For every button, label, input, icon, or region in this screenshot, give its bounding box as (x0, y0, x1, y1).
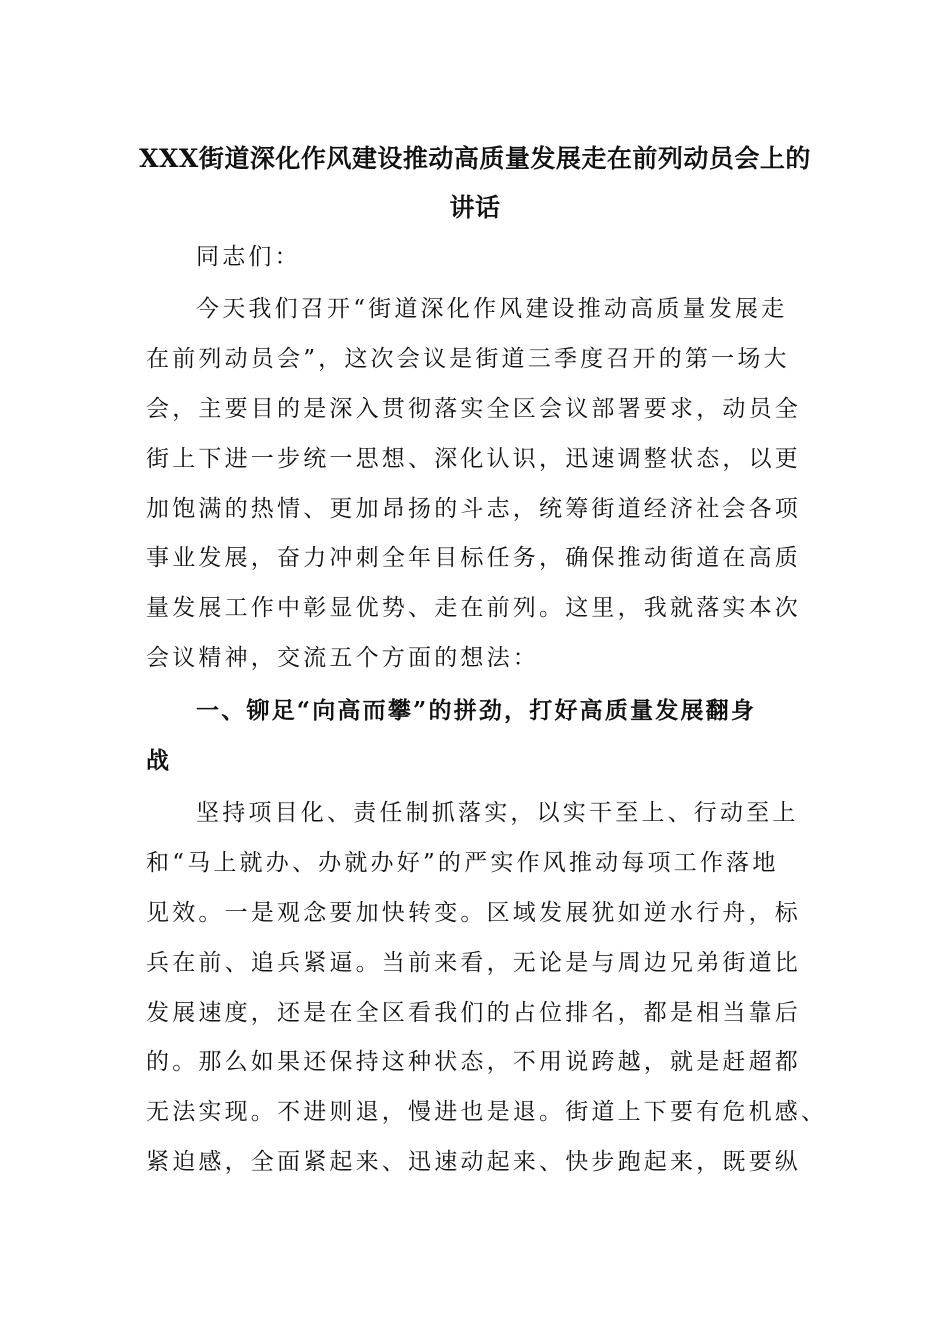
paragraph-2-line-8: 紧迫感，全面紧起来、迅速动起来、快步跑起来，既要纵 (146, 1149, 801, 1175)
paragraph-2-line-3: 见效。一是观念要加快转变。区域发展犹如逆水行舟，标 (146, 900, 801, 926)
section-heading-1-line-1: 一、铆足“向高而攀”的拼劲，打好高质量发展翻身 (196, 697, 757, 724)
document-title-line-1: XXX街道深化作风建设推动高质量发展走在前列动员会上的 (139, 144, 811, 173)
paragraph-1-line-2: 在前列动员会”，这次会议是街道三季度召开的第一场大 (146, 346, 790, 372)
paragraph-2-line-4: 兵在前、追兵紧逼。当前来看，无论是与周边兄弟街道比 (146, 950, 801, 976)
paragraph-1-line-4: 街上下进一步统一思想、深化认识，迅速调整状态，以更 (146, 446, 801, 472)
paragraph-2-line-6: 的。那么如果还保持这种状态，不用说跨越，就是赶超都 (146, 1049, 801, 1075)
paragraph-2-line-5: 发展速度，还是在全区看我们的占位排名，都是相当靠后 (146, 1000, 801, 1026)
document-title-line-2: 讲话 (449, 193, 501, 222)
paragraph-1-line-1: 今天我们召开“街道深化作风建设推动高质量发展走 (196, 296, 788, 322)
paragraph-1-line-7: 量发展工作中彰显优势、走在前列。这里，我就落实本次 (146, 595, 801, 621)
paragraph-1-line-6: 事业发展，奋力冲刺全年目标任务，确保推动街道在高质 (146, 545, 801, 571)
paragraph-1-line-3: 会，主要目的是深入贯彻落实全区会议部署要求，动员全 (146, 396, 801, 422)
section-heading-1-line-2: 战 (146, 747, 172, 774)
paragraph-2-line-1: 坚持项目化、责任制抓落实，以实干至上、行动至上 (196, 800, 799, 826)
paragraph-2-line-2: 和“马上就办、办就办好”的严实作风推动每项工作落地 (146, 850, 779, 876)
paragraph-1-line-8: 会议精神，交流五个方面的想法： (146, 645, 539, 671)
salutation: 同志们： (196, 244, 301, 270)
paragraph-2-line-7: 无法实现。不进则退，慢进也是退。街道上下要有危机感、 (146, 1099, 828, 1125)
paragraph-1-line-5: 加饱满的热情、更加昂扬的斗志，统筹街道经济社会各项 (146, 496, 801, 522)
